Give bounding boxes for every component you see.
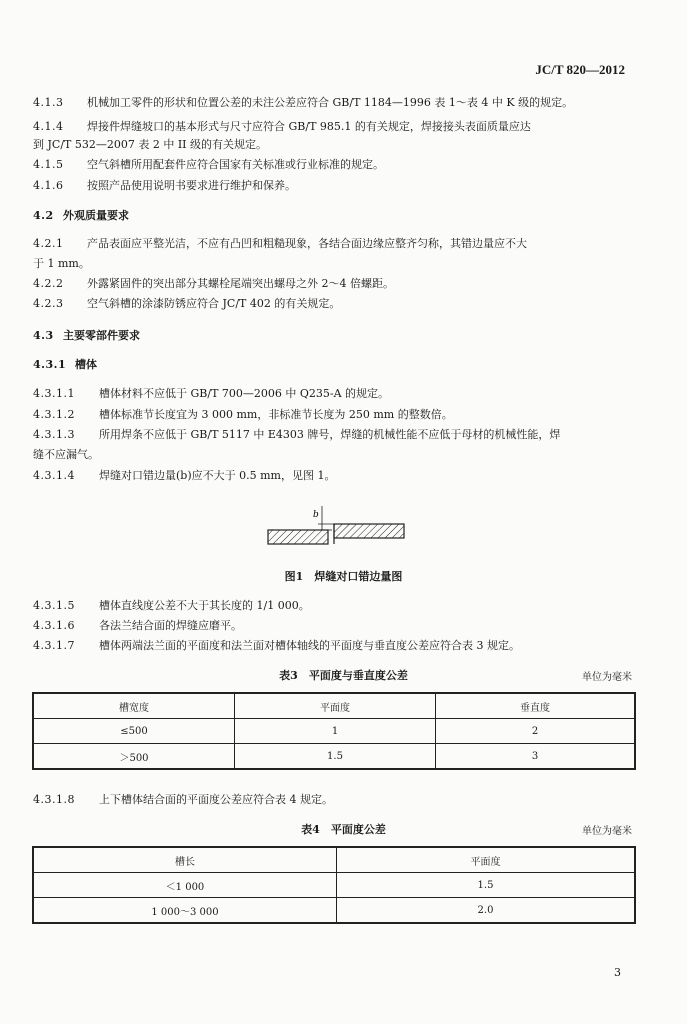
clause-text: 空气斜槽的涂漆防锈应符合 JC/T 402 的有关规定。 bbox=[87, 297, 341, 310]
clause-4-3-1-8 bbox=[33, 793, 643, 807]
clause-4-3-1-7 bbox=[33, 639, 643, 653]
clause-text: 槽体标准节长度宜为 3 000 mm，非标准节长度为 250 mm 的整数倍。 bbox=[99, 408, 453, 421]
page-number: 3 bbox=[614, 966, 621, 979]
clause-text: 焊缝对口错边量(b)应不大于 0.5 mm，见图 1。 bbox=[99, 469, 336, 482]
table-cell: 2 bbox=[436, 719, 636, 744]
clause-text: 按照产品使用说明书要求进行维护和保养。 bbox=[87, 179, 296, 192]
clause-number: 4.2.1 bbox=[33, 237, 64, 250]
weld-misalignment-figure bbox=[260, 500, 420, 555]
section-4-3-1-heading bbox=[33, 358, 643, 372]
clause-number: 4.3.1.3 bbox=[33, 428, 75, 441]
section-title: 外观质量要求 bbox=[63, 209, 129, 222]
table-cell: 2.0 bbox=[337, 898, 636, 924]
clause-number: 4.1.3 bbox=[33, 96, 64, 109]
section-number: 4.3.1 bbox=[33, 358, 67, 371]
figure-caption: 图1 焊缝对口错边量图 bbox=[284, 570, 403, 583]
clause-text: 槽体材料不应低于 GB/T 700—2006 中 Q235-A 的规定。 bbox=[99, 387, 390, 400]
clause-number: 4.3.1.5 bbox=[33, 599, 75, 612]
clause-number: 4.1.4 bbox=[33, 120, 64, 133]
clause-4-1-6 bbox=[33, 179, 643, 193]
clause-4-2-2 bbox=[33, 277, 643, 291]
clause-text: 缝不应漏气。 bbox=[33, 448, 99, 461]
section-4-3-heading bbox=[33, 329, 643, 343]
table-cell: 1 bbox=[235, 719, 436, 744]
clause-number: 4.3.1.6 bbox=[33, 619, 75, 632]
clause-text: 各法兰结合面的焊缝应磨平。 bbox=[99, 619, 242, 632]
table4-caption: 表4 平面度公差 bbox=[301, 823, 386, 836]
table4-unit: 单位为毫米 bbox=[582, 826, 632, 837]
table-header-row bbox=[33, 847, 635, 873]
clause-number: 4.1.5 bbox=[33, 158, 64, 171]
clause-4-1-4-cont bbox=[33, 138, 643, 152]
table3-caption: 表3 平面度与垂直度公差 bbox=[279, 669, 408, 682]
column-header: 平面度 bbox=[337, 847, 636, 873]
left-plate bbox=[268, 530, 328, 544]
clause-text: 槽体直线度公差不大于其长度的 1/1 000。 bbox=[99, 599, 310, 612]
clause-text: 于 1 mm。 bbox=[33, 257, 90, 270]
column-header: 平面度 bbox=[235, 693, 436, 719]
column-header: 垂直度 bbox=[436, 693, 636, 719]
clause-4-2-3 bbox=[33, 297, 643, 311]
table-cell: ＜1 000 bbox=[33, 873, 337, 898]
clause-4-3-1-6 bbox=[33, 619, 643, 633]
clause-4-1-4 bbox=[33, 120, 643, 134]
table-cell: ＞500 bbox=[33, 744, 235, 770]
table-row bbox=[33, 719, 635, 744]
table3-unit: 单位为毫米 bbox=[582, 672, 632, 683]
clause-text: 外露紧固件的突出部分其螺栓尾端突出螺母之外 2～4 倍螺距。 bbox=[87, 277, 394, 290]
table-row bbox=[33, 898, 635, 924]
clause-4-2-1 bbox=[33, 237, 643, 251]
clause-4-1-5 bbox=[33, 158, 643, 172]
section-number: 4.3 bbox=[33, 329, 54, 342]
clause-number: 4.1.6 bbox=[33, 179, 64, 192]
section-4-2-heading bbox=[33, 209, 643, 223]
clause-number: 4.3.1.7 bbox=[33, 639, 75, 652]
clause-number: 4.3.1.1 bbox=[33, 387, 75, 400]
dimension-label-b: b bbox=[313, 510, 319, 520]
section-title: 主要零部件要求 bbox=[63, 329, 140, 342]
clause-number: 4.2.3 bbox=[33, 297, 64, 310]
standard-id: JC/T 820—2012 bbox=[535, 62, 625, 77]
clause-number: 4.2.2 bbox=[33, 277, 64, 290]
clause-4-3-1-2 bbox=[33, 408, 643, 422]
table-header-row bbox=[33, 693, 635, 719]
clause-4-1-3 bbox=[33, 96, 643, 110]
clause-text: 槽体两端法兰面的平面度和法兰面对槽体轴线的平面度与垂直度公差应符合表 3 规定。 bbox=[99, 639, 520, 652]
clause-4-3-1-1 bbox=[33, 387, 643, 401]
clause-number: 4.3.1.4 bbox=[33, 469, 75, 482]
clause-text: 上下槽体结合面的平面度公差应符合表 4 规定。 bbox=[99, 793, 333, 806]
clause-4-3-1-4 bbox=[33, 469, 643, 483]
table-row bbox=[33, 873, 635, 898]
table4 bbox=[32, 846, 636, 924]
table-cell: 3 bbox=[436, 744, 636, 770]
column-header: 槽长 bbox=[33, 847, 337, 873]
section-number: 4.2 bbox=[33, 209, 54, 222]
clause-number: 4.3.1.8 bbox=[33, 793, 75, 806]
clause-text: 到 JC/T 532—2007 表 2 中 II 级的有关规定。 bbox=[33, 138, 268, 151]
clause-4-3-1-3 bbox=[33, 428, 643, 442]
clause-text: 空气斜槽所用配套件应符合国家有关标准或行业标准的规定。 bbox=[87, 158, 384, 171]
clause-4-3-1-5 bbox=[33, 599, 643, 613]
clause-text: 所用焊条不应低于 GB/T 5117 中 E4303 牌号，焊缝的机械性能不应低于母材的机械性能，焊 bbox=[99, 428, 561, 441]
right-plate bbox=[334, 524, 404, 538]
clause-4-2-1-cont bbox=[33, 257, 643, 271]
clause-number: 4.3.1.2 bbox=[33, 408, 75, 421]
table-cell: 1 000～3 000 bbox=[33, 898, 337, 924]
column-header: 槽宽度 bbox=[33, 693, 235, 719]
clause-4-3-1-3-cont bbox=[33, 448, 643, 462]
table-cell: 1.5 bbox=[337, 873, 636, 898]
table-cell: 1.5 bbox=[235, 744, 436, 770]
table3 bbox=[32, 692, 636, 770]
clause-text: 产品表面应平整光洁，不应有凸凹和粗糙现象，各结合面边缘应整齐匀称，其错边量应不大 bbox=[87, 237, 527, 250]
clause-text: 机械加工零件的形状和位置公差的未注公差应符合 GB/T 1184—1996 表 1～表 4 中 K 级的规定。 bbox=[87, 96, 574, 109]
section-title: 槽体 bbox=[75, 358, 97, 371]
clause-text: 焊接件焊缝坡口的基本形式与尺寸应符合 GB/T 985.1 的有关规定，焊接接头表面质量应达 bbox=[87, 120, 531, 133]
table-cell: ≤500 bbox=[33, 719, 235, 744]
table-row bbox=[33, 744, 635, 770]
